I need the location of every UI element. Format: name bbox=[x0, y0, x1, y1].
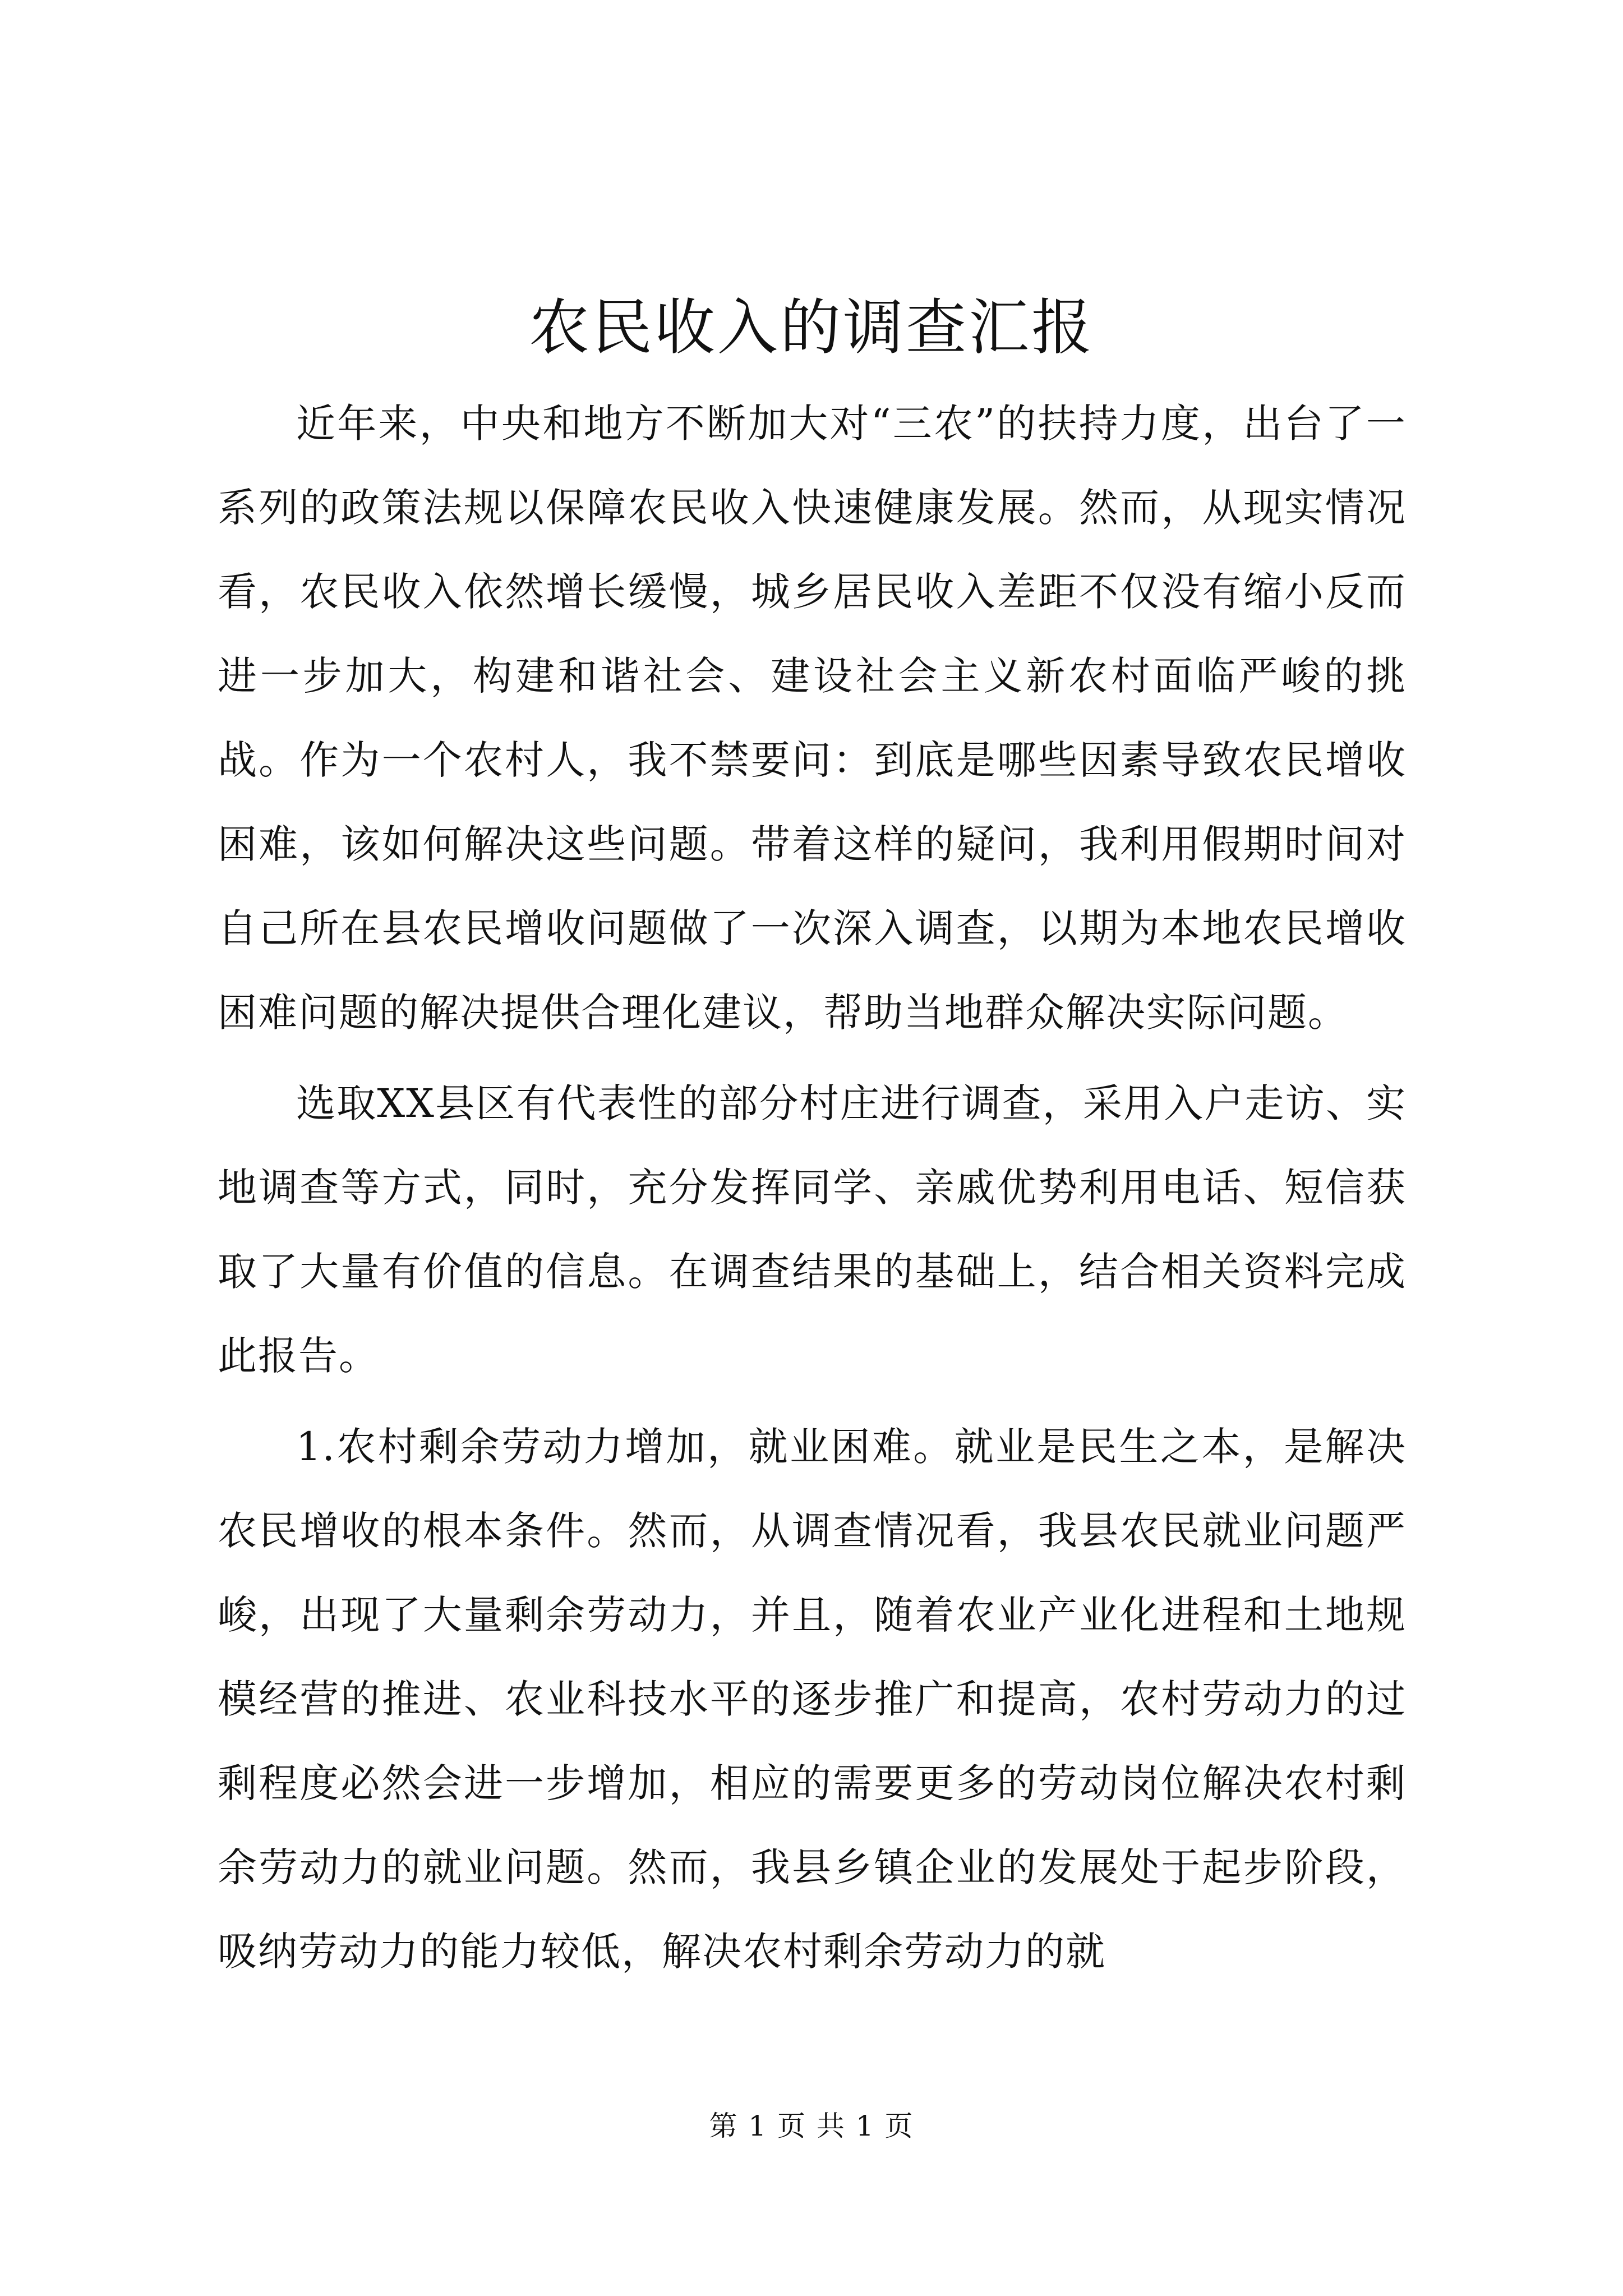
paragraph-method: 选取XX县区有代表性的部分村庄进行调查，采用入户走访、实地调查等方式，同时，充分发挥同学、亲戚优势利用电话、短信获取了大量有价值的信息。在调查结果的基础上，结合相关资料完成此报告。 bbox=[218, 1080, 1407, 1379]
document-title: 农民收入的调查汇报 bbox=[528, 293, 1094, 363]
document-body bbox=[218, 381, 1407, 1994]
paragraph-intro: 近年来，中央和地方不断加大对“三农”的扶持力度，出台了一系列的政策法规以保障农民收入快速健康发展。然而，从现实情况看，农民收入依然增长缓慢，城乡居民收入差距不仅没有缩小反而进一步加大，构建和谐社会、建设社会主义新农村面临严峻的挑战。作为一个农村人，我不禁要问：到底是哪些因素导致农民增收困难，该如何解决这些问题。带着这样的疑问，我利用假期时间对自己所在县农民增收问题做了一次深入调查，以期为本地农民增收困难问题的解决提供合理化建议，帮助当地群众解决实际问题。 bbox=[218, 401, 1407, 1036]
page-footer: 第 1 页 共 1 页 bbox=[709, 2110, 914, 2142]
paragraph-finding-1: 1.农村剩余劳动力增加，就业困难。就业是民生之本，是解决农民增收的根本条件。然而，从调查情况看，我县农民就业问题严峻，出现了大量剩余劳动力，并且，随着农业产业化进程和土地规模经营的推进、农业科技水平的逐步推广和提高，农村劳动力的过剩程度必然会进一步增加，相应的需要更多的劳动岗位解决农村剩余劳动力的就业问题。然而，我县乡镇企业的发展处于起步阶段，吸纳劳动力的能力较低，解决农村剩余劳动力的就 bbox=[218, 1424, 1407, 1975]
